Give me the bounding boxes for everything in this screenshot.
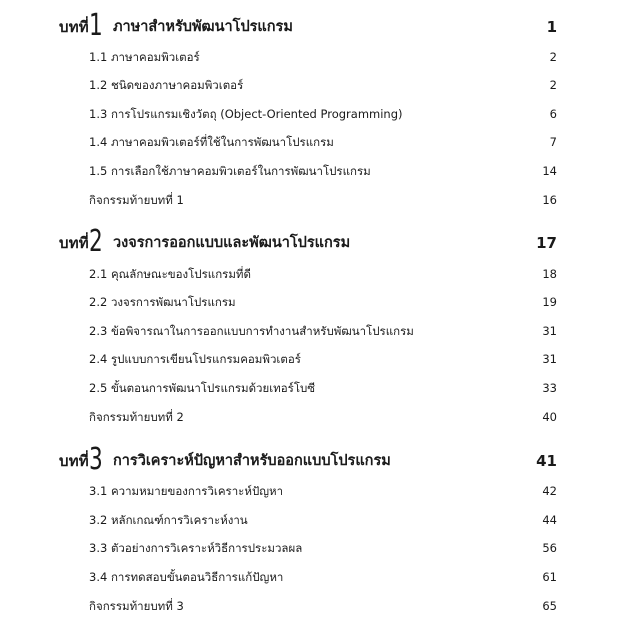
chapter-page-number: 17 — [536, 234, 557, 252]
toc-entry-page: 42 — [542, 484, 557, 498]
toc-entry-activity[interactable] — [0, 190, 622, 210]
toc-entry-label: 3.1 ความหมายของการวิเคราะห์ปัญหา — [89, 484, 284, 498]
toc-entry-label: 1.1 ภาษาคอมพิวเตอร์ — [89, 50, 200, 64]
toc-entry[interactable] — [0, 292, 622, 312]
toc-entry-page: 40 — [542, 410, 557, 424]
toc-entry[interactable] — [0, 349, 622, 369]
toc-entry[interactable] — [0, 321, 622, 341]
toc-entry[interactable] — [0, 47, 622, 67]
toc-entry-activity[interactable] — [0, 596, 622, 616]
toc-entry-page: 56 — [542, 541, 557, 555]
toc-entry-label: 2.1 คุณลักษณะของโปรแกรมที่ดี — [89, 267, 251, 281]
toc-entry-page: 2 — [549, 78, 557, 92]
chapter-title: การวิเคราะห์ปัญหาสำหรับออกแบบโปรแกรม — [113, 453, 391, 469]
chapter-heading[interactable] — [0, 8, 622, 43]
toc-entry-label: 2.2 วงจรการพัฒนาโปรแกรม — [89, 295, 236, 309]
toc-entry-label: 3.3 ตัวอย่างการวิเคราะห์วิธีการประมวลผล — [89, 541, 303, 555]
toc-entry-page: 18 — [542, 267, 557, 281]
toc-entry-label: กิจกรรมท้ายบทที่ 2 — [89, 410, 184, 424]
chapter-word: บทที่ — [59, 18, 89, 36]
toc-entry[interactable] — [0, 104, 622, 124]
chapter-word: บทที่ — [59, 452, 89, 470]
chapter-number: 2 — [89, 224, 103, 259]
toc-entry-page: 19 — [542, 295, 557, 309]
toc-entry[interactable] — [0, 161, 622, 181]
chapter-heading[interactable] — [0, 442, 622, 477]
toc-entry-label: 2.4 รูปแบบการเขียนโปรแกรมคอมพิวเตอร์ — [89, 352, 301, 366]
toc-entry-label: กิจกรรมท้ายบทที่ 1 — [89, 193, 184, 207]
toc-entry-label: 1.5 การเลือกใช้ภาษาคอมพิวเตอร์ในการพัฒนาโปรแกรม — [89, 164, 371, 178]
toc-entry-page: 31 — [542, 352, 557, 366]
toc-entry-label: กิจกรรมท้ายบทที่ 3 — [89, 599, 184, 613]
toc-entry-page: 16 — [542, 193, 557, 207]
toc-entry[interactable] — [0, 510, 622, 530]
toc-entry[interactable] — [0, 567, 622, 587]
toc-entry-page: 31 — [542, 324, 557, 338]
toc-entry[interactable] — [0, 75, 622, 95]
chapter-number: 3 — [89, 442, 103, 477]
chapter-number: 1 — [89, 8, 103, 43]
toc-entry-label: 1.3 การโปรแกรมเชิงวัตถุ (Object-Oriented Programming) — [89, 107, 403, 121]
toc-entry[interactable] — [0, 132, 622, 152]
chapter-title: วงจรการออกแบบและพัฒนาโปรแกรม — [113, 235, 351, 251]
toc-entry[interactable] — [0, 264, 622, 284]
chapter-title: ภาษาสำหรับพัฒนาโปรแกรม — [113, 19, 293, 35]
toc-entry-page: 44 — [542, 513, 557, 527]
toc-entry-page: 61 — [542, 570, 557, 584]
toc-entry-page: 2 — [549, 50, 557, 64]
toc-entry[interactable] — [0, 378, 622, 398]
toc-entry-page: 6 — [549, 107, 557, 121]
toc-entry-page: 14 — [542, 164, 557, 178]
chapter-heading[interactable] — [0, 224, 622, 259]
toc-entry-label: 3.2 หลักเกณฑ์การวิเคราะห์งาน — [89, 513, 248, 527]
toc-entry-activity[interactable] — [0, 407, 622, 427]
toc-entry[interactable] — [0, 538, 622, 558]
toc-entry-page: 7 — [549, 135, 557, 149]
toc-entry-label: 1.2 ชนิดของภาษาคอมพิวเตอร์ — [89, 78, 244, 92]
toc-entry-page: 33 — [542, 381, 557, 395]
chapter-word: บทที่ — [59, 234, 89, 252]
toc-entry-label: 2.3 ข้อพิจารณาในการออกแบบการทำงานสำหรับพัฒนาโปรแกรม — [89, 324, 414, 338]
chapter-page-number: 41 — [536, 452, 557, 470]
toc-entry-label: 2.5 ขั้นตอนการพัฒนาโปรแกรมด้วยเทอร์โบซี — [89, 381, 316, 395]
toc-entry-page: 65 — [542, 599, 557, 613]
toc-entry-label: 1.4 ภาษาคอมพิวเตอร์ที่ใช้ในการพัฒนาโปรแกรม — [89, 135, 334, 149]
toc-entry-label: 3.4 การทดสอบขั้นตอนวิธีการแก้ปัญหา — [89, 570, 284, 584]
chapter-page-number: 1 — [546, 18, 557, 36]
toc-entry[interactable] — [0, 481, 622, 501]
